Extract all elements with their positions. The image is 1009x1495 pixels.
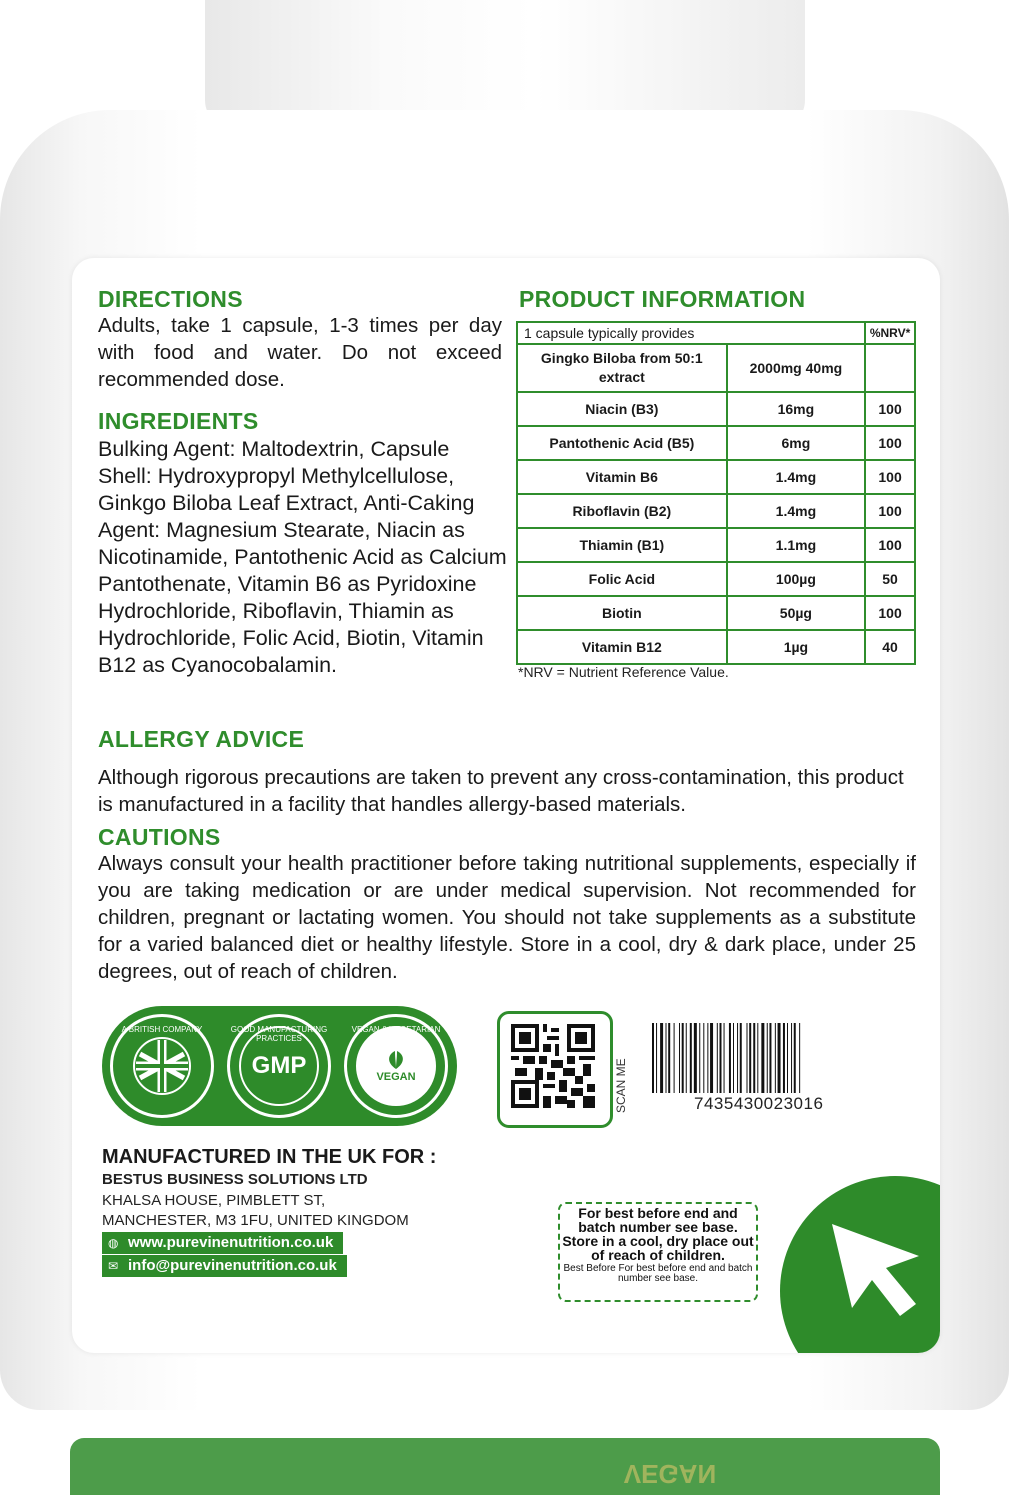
table-row: [517, 596, 915, 630]
barcode-number: 7435430023016: [694, 1094, 824, 1113]
certification-badges: [102, 1006, 457, 1126]
surface-reflection: [70, 1438, 940, 1495]
nutrient-nrv: 100: [865, 426, 915, 460]
barcode-bar: [753, 1023, 755, 1093]
barcode-bar: [720, 1023, 722, 1093]
barcode-bar: [761, 1023, 764, 1093]
barcode-bar: [652, 1023, 654, 1093]
barcode-bar: [717, 1023, 718, 1093]
qr-code-icon[interactable]: [511, 1024, 595, 1108]
nutrient-name: Biotin: [517, 596, 727, 630]
barcode-bar: [686, 1023, 687, 1093]
vegan-ring-text: VEGAN & VEGETARIAN: [351, 1025, 441, 1034]
mail-icon: ✉: [108, 1259, 119, 1273]
barcode-bar: [757, 1023, 758, 1093]
directions-heading: DIRECTIONS: [98, 286, 243, 312]
manufacturer-address-2: MANCHESTER, M3 1FU, UNITED KINGDOM: [102, 1212, 409, 1229]
nutrient-name: Riboflavin (B2): [517, 494, 727, 528]
nutrient-name: Gingko Biloba from 50:1 extract: [517, 344, 727, 392]
nutrient-amount: 6mg: [727, 426, 865, 460]
barcode-bar: [737, 1023, 738, 1093]
table-row: [517, 562, 915, 596]
nutrition-table: [516, 321, 916, 665]
nutrient-amount: 1.4mg: [727, 494, 865, 528]
reflection-text: VEGAN: [623, 1459, 717, 1489]
barcode-bar: [778, 1023, 781, 1093]
gmp-label: GMP: [239, 1026, 319, 1106]
directions-text: Adults, take 1 capsule, 1-3 times per day with food and water. Do not exceed recommended dose.: [98, 314, 502, 391]
manufacturer-address-1: KHALSA HOUSE, PIMBLETT ST,: [102, 1192, 326, 1209]
nutrient-nrv: 40: [865, 630, 915, 664]
barcode-bar: [660, 1023, 663, 1093]
nutrient-nrv: 100: [865, 528, 915, 562]
nutrient-nrv: 100: [865, 392, 915, 426]
nutrient-amount: 1µg: [727, 630, 865, 664]
nutrition-header-row: [517, 322, 915, 344]
barcode-bar: [775, 1023, 776, 1093]
barcode-bar: [787, 1023, 788, 1093]
barcode-bar: [749, 1023, 751, 1093]
british-company-badge: [110, 1014, 214, 1118]
gmp-badge: [227, 1014, 331, 1118]
nutrient-nrv: 100: [865, 494, 915, 528]
ingredients-text: Bulking Agent: Maltodextrin, Capsule Shell: Hydroxypropyl Methylcellulose, Ginkgo Biloba Leaf Extract, Anti-Caking Agent: Magnesium Stearate, Niacin as Nicotinamide, Pantothenic Acid as Calcium Pantothenate, Vitamin B6 as Pyridoxine Hydrochloride, Riboflavin, Thiamin as Hydrochloride, Folic Acid, Biotin, Vitamin B12 as Cyanocobalamin.: [98, 437, 507, 677]
barcode-bar: [799, 1023, 800, 1093]
barcode-bar: [666, 1023, 667, 1093]
allergy-heading: ALLERGY ADVICE: [98, 726, 305, 752]
table-row: [517, 460, 915, 494]
barcode-icon: [650, 1023, 854, 1093]
nutrient-amount: 16mg: [727, 392, 865, 426]
nutrient-name: Niacin (B3): [517, 392, 727, 426]
barcode-bar: [794, 1023, 796, 1093]
barcode-bar: [699, 1023, 700, 1093]
cautions-heading: CAUTIONS: [98, 824, 221, 850]
barcode-bar: [703, 1023, 704, 1093]
scan-me-label: SCAN ME: [614, 1058, 628, 1113]
brand-arrow-mark: [780, 1176, 940, 1353]
table-row: [517, 344, 915, 392]
nutrition-header-label: 1 capsule typically provides: [517, 322, 865, 344]
manufacturer-company: BESTUS BUSINESS SOLUTIONS LTD: [102, 1171, 368, 1188]
vegan-label: VEGAN: [376, 1071, 416, 1083]
website-link[interactable]: [102, 1232, 343, 1254]
barcode-bar: [710, 1023, 713, 1093]
best-before-box: [558, 1202, 758, 1302]
gmp-ring-text: GOOD MANUFACTURING PRACTICES: [230, 1025, 328, 1043]
table-row: [517, 494, 915, 528]
cursor-arrow-icon: [824, 1216, 934, 1326]
nutrient-nrv: 50: [865, 562, 915, 596]
qr-code-box[interactable]: [497, 1011, 613, 1128]
union-jack-icon: [132, 1036, 192, 1096]
cautions-text: Always consult your health practitioner before taking nutritional supplements, especially if you are taking medication or are under medical supervision. Not recommended for children, pregnant or lactating women. You should not take supplements as a substitute for a varied balanced diet or healthy lifestyle. Store in a cool, dry & dark place, under 25 degrees, out of reach of children.: [98, 852, 916, 983]
nutrition-header-nrv: %NRV*: [865, 322, 915, 344]
best-before-small-text: Best Before For best before end and batch number see base.: [563, 1263, 753, 1284]
nutrient-amount: 100µg: [727, 562, 865, 596]
email-link[interactable]: [102, 1255, 347, 1277]
best-before-text: For best before end and batch number see base. Store in a cool, dry place out of reach of children.: [562, 1205, 754, 1263]
barcode-bar: [724, 1023, 725, 1093]
product-info-heading: PRODUCT INFORMATION: [519, 286, 806, 312]
nutrient-amount: 2000mg 40mg: [727, 344, 865, 392]
nutrient-name: Folic Acid: [517, 562, 727, 596]
nutrient-amount: 50µg: [727, 596, 865, 630]
barcode-bar: [747, 1023, 748, 1093]
table-row: [517, 630, 915, 664]
nutrient-nrv: 100: [865, 596, 915, 630]
leaf-icon: [383, 1049, 409, 1071]
ingredients-heading: INGREDIENTS: [98, 408, 259, 434]
nrv-footnote: *NRV = Nutrient Reference Value.: [518, 664, 729, 680]
globe-icon: ◍: [108, 1236, 119, 1250]
barcode-bar: [791, 1023, 792, 1093]
barcode-bar: [668, 1023, 670, 1093]
nutrient-amount: 1.1mg: [727, 528, 865, 562]
table-row: [517, 426, 915, 460]
table-row: [517, 528, 915, 562]
barcode-bar: [690, 1023, 692, 1093]
barcode-bar: [656, 1023, 657, 1093]
barcode-bar: [694, 1023, 697, 1093]
nutrient-name: Thiamin (B1): [517, 528, 727, 562]
barcode-bar: [682, 1023, 684, 1093]
barcode-bar: [783, 1023, 785, 1093]
nutrient-amount: 1.4mg: [727, 460, 865, 494]
product-label: [72, 258, 940, 1353]
allergy-text: Although rigorous precautions are taken to prevent any cross-contamination, this product is manufactured in a facility that handles allergy-based materials.: [98, 766, 904, 816]
nutrient-nrv: 100: [865, 460, 915, 494]
vegan-badge: [344, 1014, 448, 1118]
nutrient-name: Vitamin B6: [517, 460, 727, 494]
vegan-inner: [356, 1026, 436, 1106]
barcode-bar: [729, 1023, 731, 1093]
nutrient-name: Vitamin B12: [517, 630, 727, 664]
manufacturer-title: MANUFACTURED IN THE UK FOR :: [102, 1146, 437, 1168]
barcode-bar: [707, 1023, 708, 1093]
barcode-bar: [740, 1023, 742, 1093]
barcode-bar: [769, 1023, 771, 1093]
british-company-ring-text: A BRITISH COMPANY: [121, 1025, 203, 1034]
email-text: info@purevinenutrition.co.uk: [128, 1257, 337, 1274]
barcode-bar: [733, 1023, 734, 1093]
barcode-bar: [767, 1023, 768, 1093]
nutrient-nrv: [865, 344, 915, 392]
barcode-bar: [674, 1023, 675, 1093]
table-row: [517, 392, 915, 426]
barcode-bar: [679, 1023, 680, 1093]
nutrient-name: Pantothenic Acid (B5): [517, 426, 727, 460]
website-text: www.purevinenutrition.co.uk: [128, 1234, 334, 1251]
